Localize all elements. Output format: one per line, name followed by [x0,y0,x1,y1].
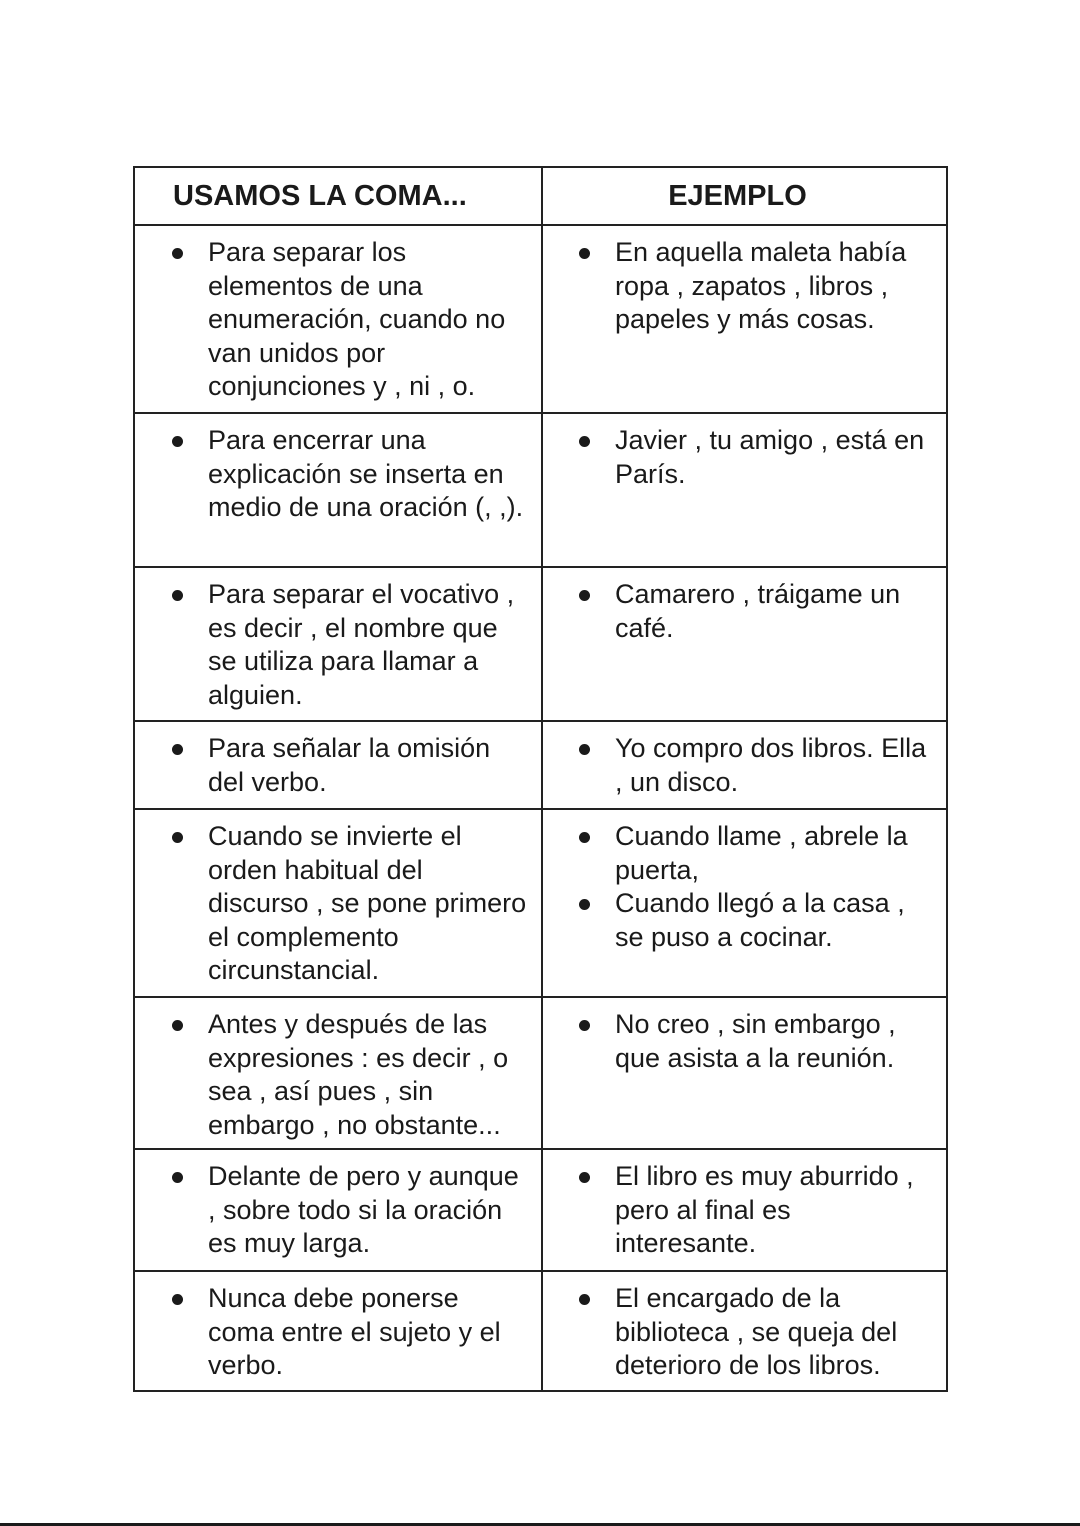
rule-cell [135,1150,543,1270]
rule-cell [135,226,543,412]
example-cell [543,998,946,1148]
example-text: En aquella maleta había ropa , zapatos , libros , papeles y más cosas. [579,236,932,337]
comma-rules-table [133,166,948,1392]
table-row [135,412,946,566]
table-row [135,1148,946,1270]
example-cell [543,1150,946,1270]
example-text: Cuando llegó a la casa , se puso a cocinar. [579,887,932,954]
table-row [135,808,946,996]
example-cell [543,722,946,808]
example-text: Cuando llame , abrele la puerta, [579,820,932,887]
table-row [135,996,946,1148]
example-text: No creo , sin embargo , que asista a la reunión. [579,1008,932,1075]
rule-cell [135,568,543,720]
rule-cell [135,722,543,808]
table-header-row [135,168,946,224]
table-row [135,720,946,808]
rule-cell [135,810,543,996]
rule-text: Nunca debe ponerse coma entre el sujeto y el verbo. [172,1282,527,1383]
rule-cell [135,998,543,1148]
example-cell [543,1272,946,1390]
rule-text: Cuando se invierte el orden habitual del discurso , se pone primero el complemento circunstancial. [172,820,527,988]
rule-text: Delante de pero y aunque , sobre todo si la oración es muy larga. [172,1160,527,1261]
example-cell [543,414,946,566]
rule-cell [135,414,543,566]
rule-text: Para separar el vocativo , es decir , el nombre que se utiliza para llamar a alguien. [172,578,527,712]
header-example: EJEMPLO [668,180,807,212]
example-cell [543,226,946,412]
example-text: Camarero , tráigame un café. [579,578,932,645]
rule-text: Antes y después de las expresiones : es decir , o sea , así pues , sin embargo , no obstante... [172,1008,527,1142]
rule-text: Para señalar la omisión del verbo. [172,732,527,799]
rule-text: Para separar los elementos de una enumeración, cuando no van unidos por conjunciones y , ni , o. [172,236,527,404]
header-rule: USAMOS LA COMA... [135,168,543,224]
example-text: Javier , tu amigo , está en París. [579,424,932,491]
example-cell [543,568,946,720]
table-row [135,1270,946,1390]
rule-text: Para encerrar una explicación se inserta en medio de una oración (, ,). [172,424,527,525]
example-text: Yo compro dos libros. Ella , un disco. [579,732,932,799]
example-text: El encargado de la biblioteca , se queja del deterioro de los libros. [579,1282,932,1383]
table-row [135,224,946,412]
example-text: El libro es muy aburrido , pero al final es interesante. [579,1160,932,1261]
table-row [135,566,946,720]
rule-cell [135,1272,543,1390]
example-cell [543,810,946,996]
